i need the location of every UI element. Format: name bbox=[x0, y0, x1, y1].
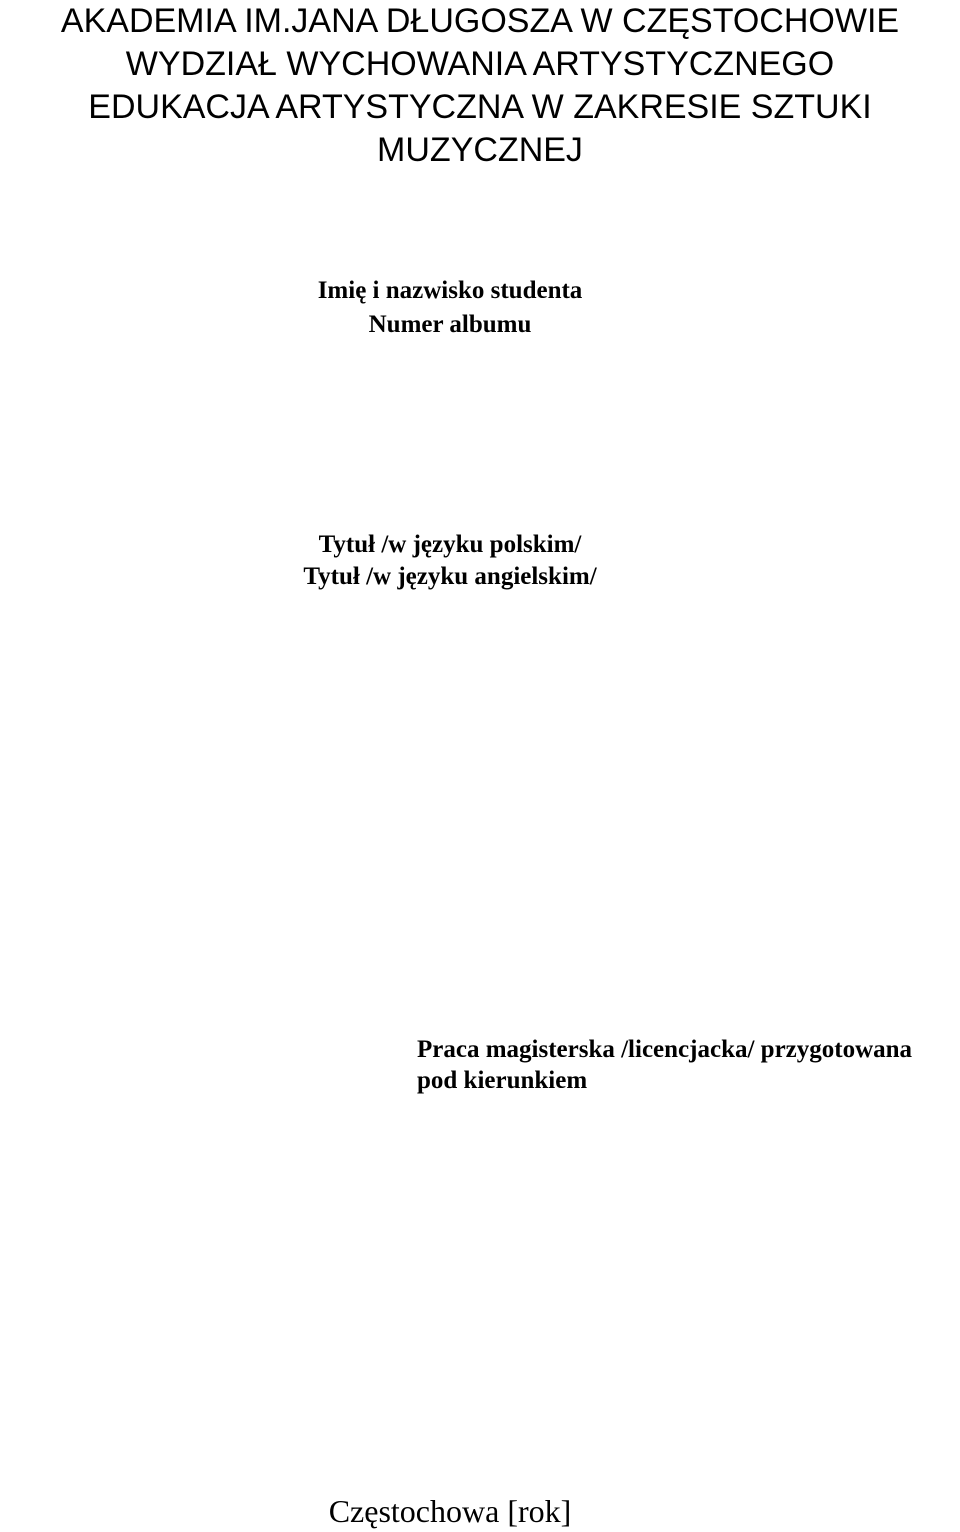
student-info bbox=[0, 274, 900, 342]
title-polish: Tytuł /w języku polskim/ bbox=[318, 531, 582, 558]
album-number-label: Numer albumu bbox=[368, 311, 532, 338]
place-and-year: Częstochowa [rok] bbox=[328, 1493, 572, 1529]
university-name: AKADEMIA IM.JANA DŁUGOSZA W CZĘSTOCHOWIE bbox=[60, 2, 900, 40]
title-english: Tytuł /w języku angielskim/ bbox=[303, 563, 597, 590]
thesis-type-line1: Praca magisterska /licencjacka/ przygotowana bbox=[417, 1036, 913, 1063]
thesis-titles bbox=[0, 529, 900, 593]
thesis-type bbox=[417, 1034, 960, 1096]
faculty-name: WYDZIAŁ WYCHOWANIA ARTYSTYCZNEGO bbox=[125, 45, 835, 83]
student-name-label: Imię i nazwisko studenta bbox=[317, 277, 583, 304]
university-header bbox=[0, 0, 960, 172]
thesis-type-line2: pod kierunkiem bbox=[417, 1067, 588, 1094]
field-of-study-line1: EDUKACJA ARTYSTYCZNA W ZAKRESIE SZTUKI bbox=[88, 88, 872, 126]
field-of-study-line2: MUZYCZNEJ bbox=[377, 131, 583, 169]
